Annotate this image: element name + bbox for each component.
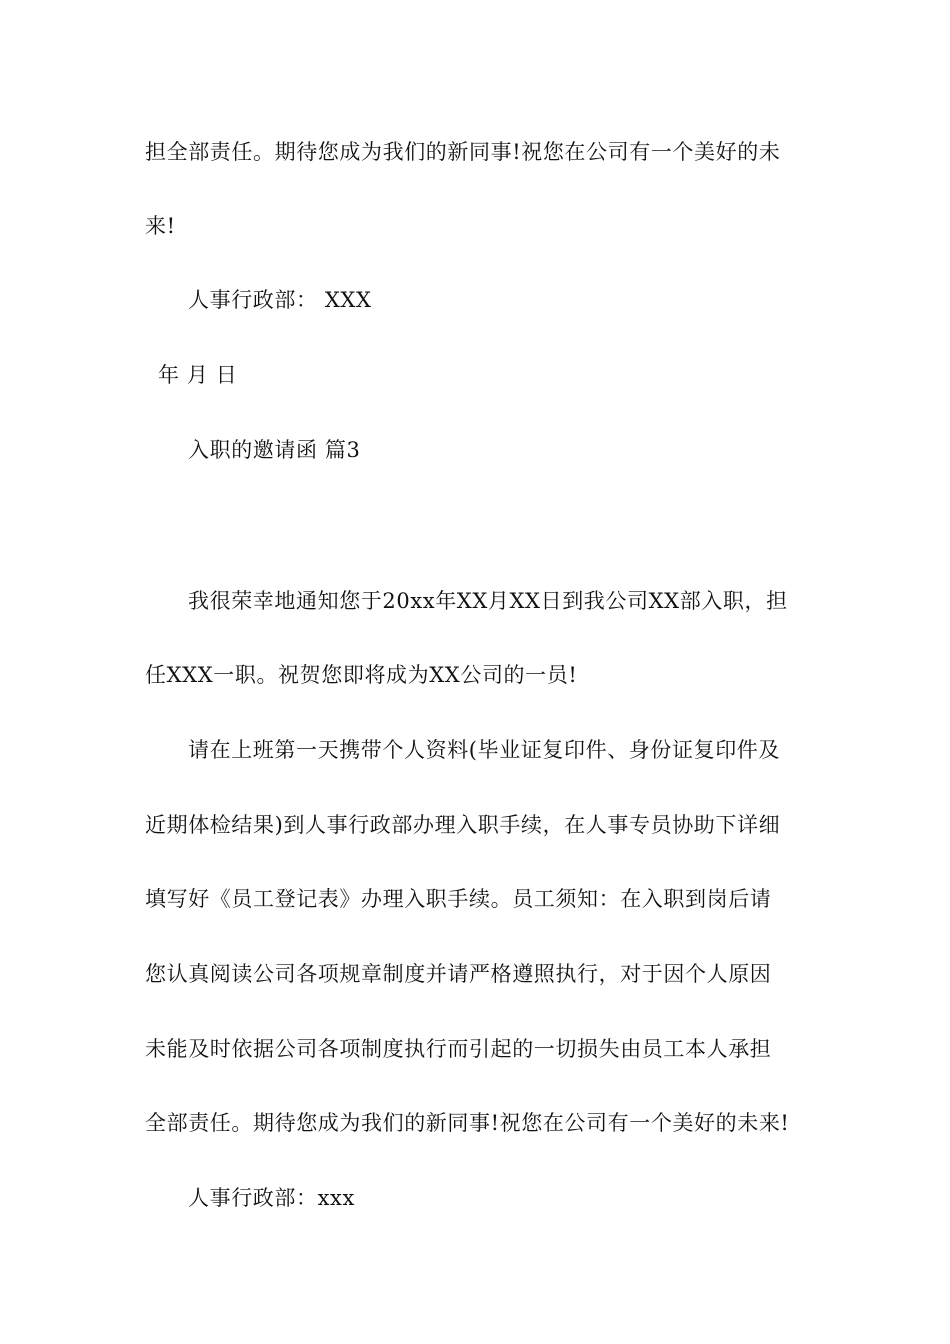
letter3-para2-line4: 您认真阅读公司各项规章制度并请严格遵照执行，对于因个人原因: [145, 962, 772, 986]
letter3-signature: 人事行政部：xxx: [188, 1186, 355, 1210]
letter2-date: 年 月 日: [158, 363, 238, 387]
letter3-para2-line1: 请在上班第一天携带个人资料(毕业证复印件、身份证复印件及: [188, 738, 780, 762]
letter3-para1-line1: 我很荣幸地通知您于20xx年XX月XX日到我公司XX部入职，担: [188, 589, 788, 613]
letter3-para2-line6: 全部责任。期待您成为我们的新同事!祝您在公司有一个美好的未来!: [145, 1111, 790, 1135]
letter3-para2-line3: 填写好《员工登记表》办理入职手续。员工须知：在入职到岗后请: [145, 887, 772, 911]
letter2-text-line-1: 担全部责任。期待您成为我们的新同事!祝您在公司有一个美好的未: [145, 140, 781, 164]
letter3-para1-line2: 任XXX一职。祝贺您即将成为XX公司的一员!: [145, 663, 578, 687]
letter2-signature: 人事行政部： XXX: [188, 288, 372, 312]
letter3-para2-line5: 未能及时依据公司各项制度执行而引起的一切损失由员工本人承担: [145, 1037, 772, 1061]
letter3-para2-line2: 近期体检结果)到人事行政部办理入职手续，在人事专员协助下详细: [145, 813, 781, 837]
letter2-text-line-2: 来!: [145, 214, 176, 238]
letter3-heading: 入职的邀请函 篇3: [188, 438, 361, 462]
